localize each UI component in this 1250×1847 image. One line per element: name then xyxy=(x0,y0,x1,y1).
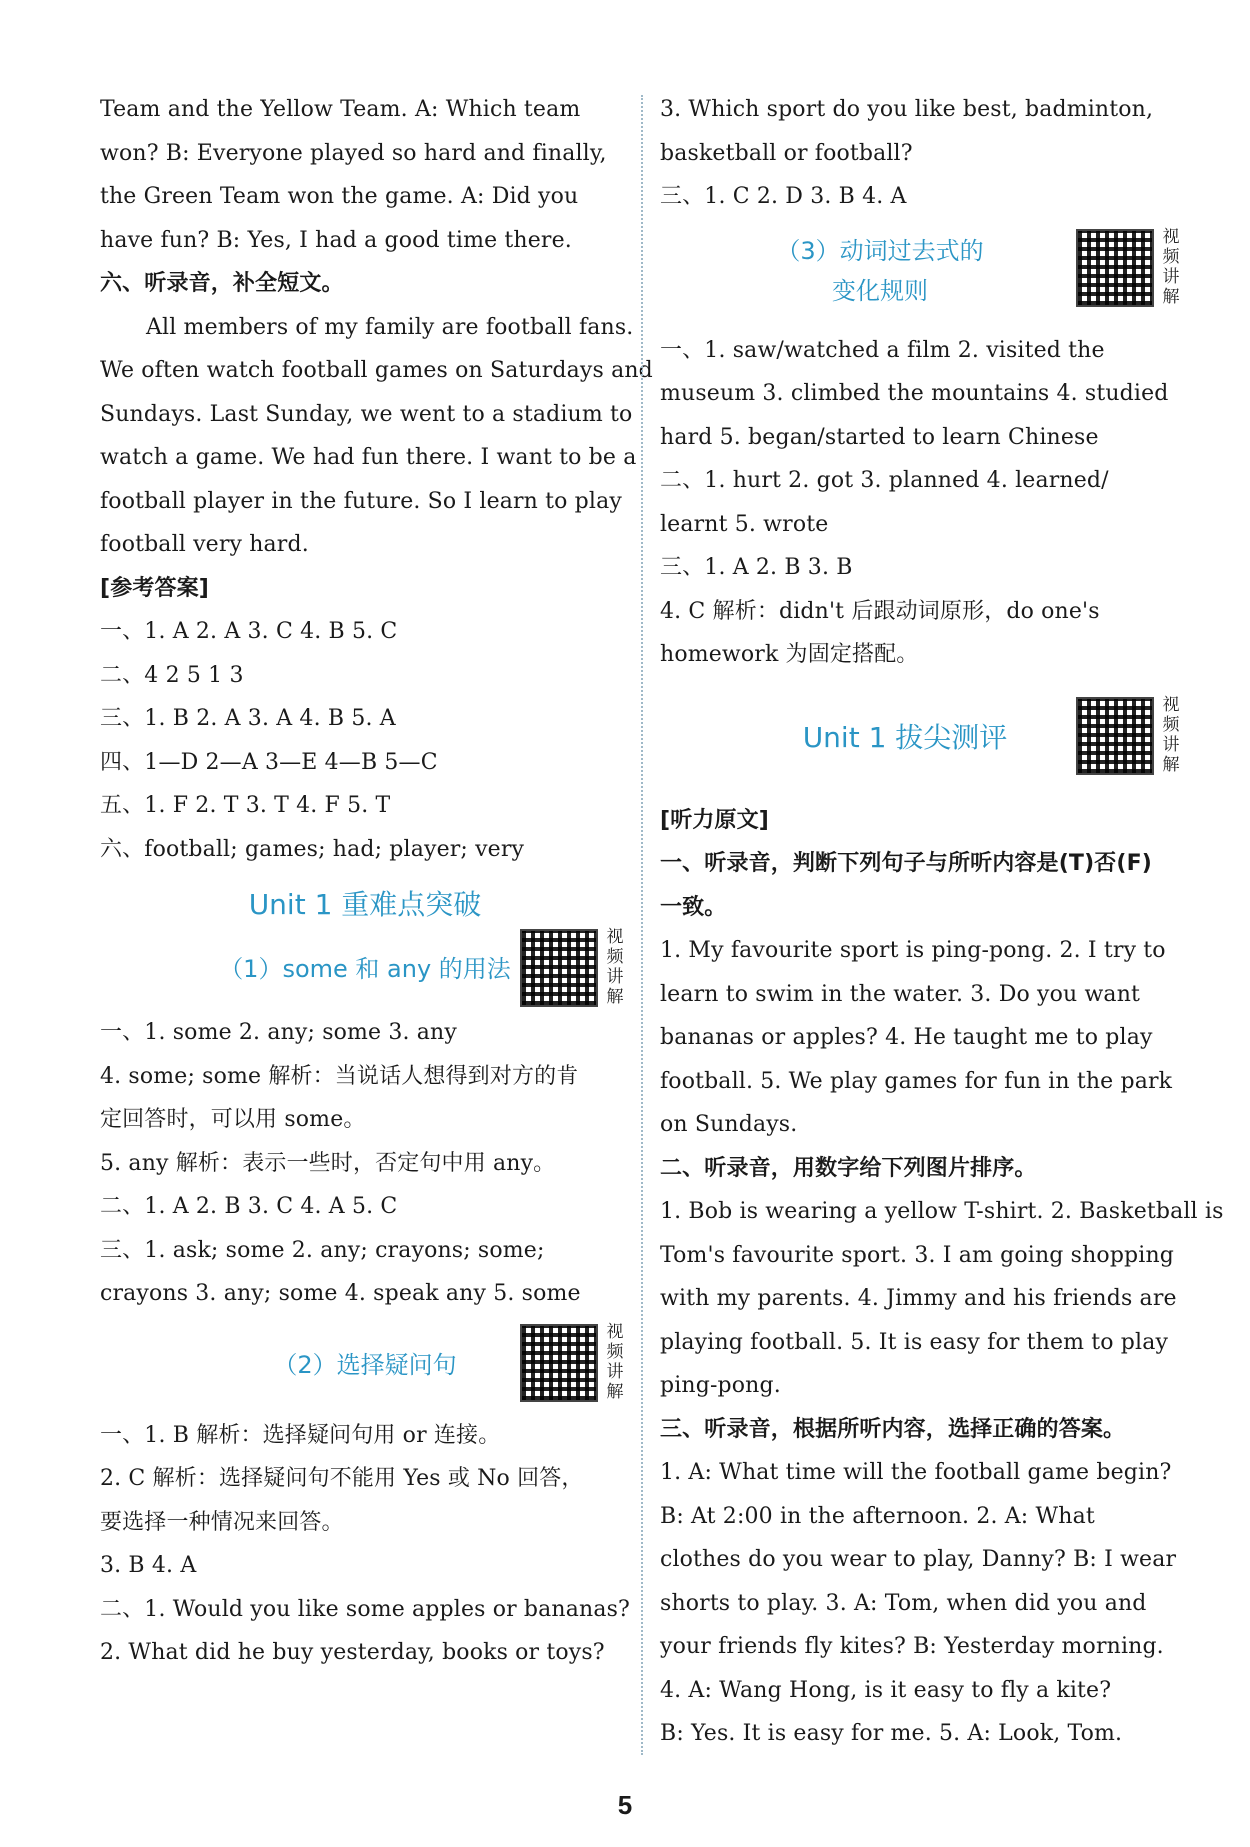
transcript-line: learn to swim in the water. 3. Do you want xyxy=(660,981,1141,1007)
answer-line: 要选择一种情况来回答。 xyxy=(100,1509,344,1535)
transcript-line: bananas or apples? 4. He taught me to play xyxy=(660,1025,1153,1050)
answer-line: 一、1. saw/watched a film 2. visited the xyxy=(660,337,1105,363)
passage-line: We often watch football games on Saturdays and xyxy=(100,358,653,383)
dialog-line: Team and the Yellow Team. A: Which team xyxy=(100,97,581,122)
passage-line: football player in the future. So I learn to play xyxy=(100,488,622,514)
qr-code-icon xyxy=(1076,697,1154,775)
transcript-line: with my parents. 4. Jimmy and his friends are xyxy=(660,1286,1177,1311)
answer-line: 一、1. B 解析：选择疑问句用 or 连接。 xyxy=(100,1422,501,1448)
answer-line: 二、4 2 5 1 3 xyxy=(100,662,244,688)
column-divider xyxy=(641,95,643,1755)
answer-line: 3. B 4. A xyxy=(100,1553,197,1578)
section-heading: 三、听录音，根据所听内容，选择正确的答案。 xyxy=(660,1416,1126,1442)
qr-code[interactable] xyxy=(520,1321,624,1406)
transcript-line: B: At 2:00 in the afternoon. 2. A: What xyxy=(660,1503,1095,1529)
answer-line: 三、1. A 2. B 3. B xyxy=(660,555,853,580)
answer-line: museum 3. climbed the mountains 4. studied xyxy=(660,381,1169,406)
unit-heading: Unit 1 重难点突破 xyxy=(248,888,482,921)
answer-line: homework 为固定搭配。 xyxy=(660,642,919,667)
transcript-line: clothes do you wear to play, Danny? B: I wear xyxy=(660,1547,1177,1572)
answer-line: 2. What did he buy yesterday, books or toys? xyxy=(100,1640,605,1665)
answer-line: 二、1. hurt 2. got 3. planned 4. learned/ xyxy=(660,468,1109,493)
answer-line: 一、1. some 2. any; some 3. any xyxy=(100,1020,457,1045)
answer-key-label: [参考答案] xyxy=(100,575,210,601)
qr-code[interactable] xyxy=(1076,226,1180,311)
passage-line: football very hard. xyxy=(100,532,309,557)
answer-line: 三、1. B 2. A 3. A 4. B 5. A xyxy=(100,706,396,731)
answer-line: 3. Which sport do you like best, badminton, xyxy=(660,97,1154,122)
test-heading xyxy=(660,683,1190,793)
passage-line: Sundays. Last Sunday, we went to a stadium to xyxy=(100,401,633,427)
answer-line: 二、1. Would you like some apples or bananas? xyxy=(100,1596,630,1622)
sub-heading-some-any xyxy=(100,927,630,1007)
answer-line: 4. C 解析：didn't 后跟动词原形，do one's xyxy=(660,598,1100,624)
sub-heading-text: （1）some 和 any 的用法 xyxy=(219,955,511,983)
transcript-line: 4. A: Wang Hong, is it easy to fly a kite? xyxy=(660,1677,1112,1703)
answer-line: 4. some; some 解析：当说话人想得到对方的肯 xyxy=(100,1063,579,1089)
passage-line: All members of my family are football fans. xyxy=(146,314,634,340)
qr-code-icon xyxy=(1076,229,1154,307)
sub-heading-text: （3）动词过去式的 xyxy=(776,236,984,265)
qr-code-icon xyxy=(520,1324,598,1402)
answer-line: 四、1—D 2—A 3—E 4—B 5—C xyxy=(100,749,438,775)
transcript-line: 1. A: What time will the football game begin? xyxy=(660,1460,1172,1485)
sub-heading-choice-questions xyxy=(100,1322,630,1408)
qr-code[interactable] xyxy=(1076,694,1180,779)
page-number: 5 xyxy=(617,1790,633,1820)
sub-heading-text: 变化规则 xyxy=(832,276,928,305)
section-heading: 六、听录音，补全短文。 xyxy=(100,271,344,296)
transcript-line: Tom's favourite sport. 3. I am going shopping xyxy=(660,1242,1175,1268)
dialog-line: won? B: Everyone played so hard and finally, xyxy=(100,140,607,166)
sub-heading-text: （2）选择疑问句 xyxy=(273,1350,457,1379)
section-heading: 一、听录音，判断下列句子与所听内容是(T)否(F) xyxy=(660,851,1153,876)
answer-line: basketball or football? xyxy=(660,140,913,166)
answer-line: 定回答时，可以用 some。 xyxy=(100,1107,366,1132)
transcript-line: football. 5. We play games for fun in the park xyxy=(660,1068,1173,1094)
transcript-line: B: Yes. It is easy for me. 5. A: Look, Tom. xyxy=(660,1721,1123,1746)
answer-line: 2. C 解析：选择疑问句不能用 Yes 或 No 回答， xyxy=(100,1466,584,1491)
transcript-line: on Sundays. xyxy=(660,1112,798,1137)
answer-line: 五、1. F 2. T 3. T 4. F 5. T xyxy=(100,793,391,818)
answer-line: crayons 3. any; some 4. speak any 5. some xyxy=(100,1281,581,1306)
section-heading: 二、听录音，用数字给下列图片排序。 xyxy=(660,1155,1037,1181)
transcript-line: 1. My favourite sport is ping-pong. 2. I try to xyxy=(660,938,1166,963)
right-column xyxy=(660,88,1224,1756)
answer-line: learnt 5. wrote xyxy=(660,511,829,537)
answer-line: 一、1. A 2. A 3. C 4. B 5. C xyxy=(100,619,398,644)
qr-label: 视频讲解 xyxy=(1162,226,1180,307)
passage-line: watch a game. We had fun there. I want to be a xyxy=(100,445,637,470)
answer-line: 5. any 解析：表示一些时，否定句中用 any。 xyxy=(100,1150,556,1176)
answer-line: 六、football; games; had; player; very xyxy=(100,836,525,862)
dialog-line: have fun? B: Yes, I had a good time there. xyxy=(100,227,572,253)
answer-line: 三、1. C 2. D 3. B 4. A xyxy=(660,184,907,209)
test-heading-text: Unit 1 拔尖测评 xyxy=(802,720,1008,754)
left-column xyxy=(100,88,653,1675)
transcript-line: 1. Bob is wearing a yellow T-shirt. 2. Basketball is xyxy=(660,1199,1224,1224)
qr-code-icon xyxy=(520,929,598,1007)
dialog-line: the Green Team won the game. A: Did you xyxy=(100,184,579,209)
transcript-line: your friends fly kites? B: Yesterday morning. xyxy=(660,1634,1164,1659)
transcript-line: playing football. 5. It is easy for them to play xyxy=(660,1329,1169,1355)
transcript-line: shorts to play. 3. A: Tom, when did you and xyxy=(660,1590,1147,1616)
answer-line: 三、1. ask; some 2. any; crayons; some; xyxy=(100,1237,545,1263)
qr-label: 视频讲解 xyxy=(1162,694,1180,775)
sub-heading-past-tense xyxy=(660,225,1190,323)
transcript-line: ping-pong. xyxy=(660,1373,781,1398)
answer-line: hard 5. began/started to learn Chinese xyxy=(660,424,1099,450)
answer-line: 二、1. A 2. B 3. C 4. A 5. C xyxy=(100,1194,398,1219)
qr-code[interactable] xyxy=(520,927,624,1011)
section-heading: 一致。 xyxy=(660,894,727,920)
qr-label: 视频讲解 xyxy=(606,927,624,1007)
qr-label: 视频讲解 xyxy=(606,1321,624,1402)
listening-label: [听力原文] xyxy=(660,807,770,833)
